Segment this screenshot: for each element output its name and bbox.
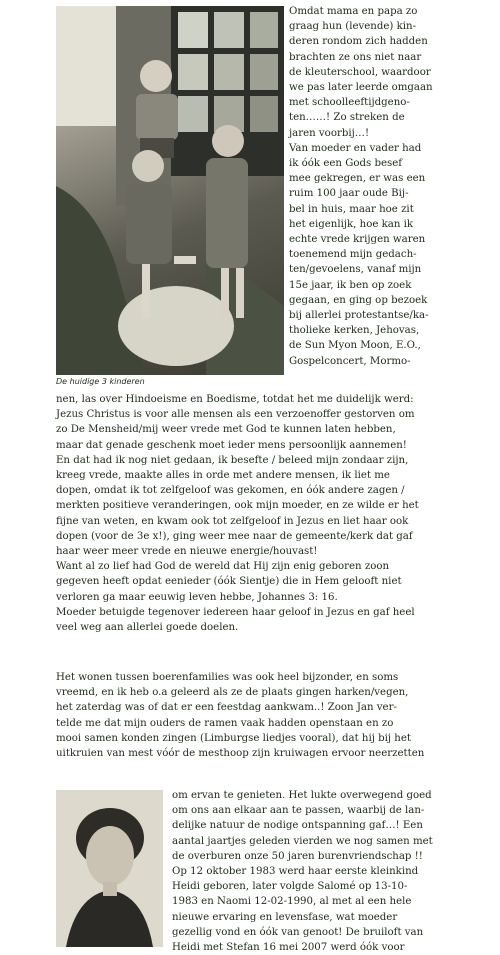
text-block-faith: nen, las over Hindoeisme en Boedisme, totdat het me duidelijk werd: Jezus Christus is voor alle mensen als een verzoenoffer gestorven om zo De Mensheid/mij weer vrede met God te kunnen laten hebben, maar dat genade geschenk moet ieder mens persoonlijk aannemen! En dat had ik nog niet gedaan, ik besefte / beleed mijn zondaar zijn, kreeg vrede, maakte alles in orde met andere mensen, ik liet me dopen, omdat ik tot zelfgeloof was gekomen, en óók andere zagen / merkten positieve veranderingen, ook mijn moeder, en ze wilde er het fijne van weten, en kwam ook tot zelfgeloof in Jezus en liet haar ook dopen (voor de 3e x!), ging weer mee naar de gemeente/kerk dat gaf haar weer meer vrede en nieuwe energie/houvast! Want al zo lief had God de wereld dat Hij zijn enig geboren zoon gegeven heeft opdat eenieder (óók Sientje) die in Hem gelooft niet verloren ga maar eeuwig leven hebbe, Johannes 3: 16. Moeder betuigde tegenover iedereen haar geloof in Jezus en gaf heel veel weg aan allerlei goede doelen.: [56, 394, 419, 634]
text-block-farming: Het wonen tussen boerenfamilies was ook heel bijzonder, en soms vreemd, en ik heb o.a geleerd als ze de plaats gingen harken/vegen, het zaterdag was of dat er een feestdag aankwam..! Zoon Jan ver- telde me dat mijn ouders de ramen vaak hadden openstaan en zo mooi samen konden zingen (Limburgse liedjes vooral), dat hij bij het uitkruien van mest vóór de mesthoop zijn kruiwagen ervoor neerzetten: [56, 672, 425, 760]
text-column-right-bottom: om ervan te genieten. Het lukte overwegend goed om ons aan elkaar aan te passen, waarbij de lan- delijke natuur de nodige ontspanning gaf…! Een aantal jaartjes geleden vierden we nog samen met de overburen onze 50 jaren burenvriendschap !! Op 12 oktober 1983 werd haar eerste kleinkind Heidi geboren, later volgde Salomé op 13-10- 1983 en Naomi 12-02-1990, al met al een hele nieuwe ervaring en levensfase, wat moeder gezellig vond en óók van genoot! De bruiloft van Heidi met Stefan 16 mei 2007 werd óók voor: [172, 790, 433, 954]
mother-portrait-photo: [56, 790, 163, 947]
photo-caption: De huidige 3 kinderen: [56, 377, 145, 386]
mother-portrait-image: [56, 790, 163, 947]
children-photo: [56, 6, 284, 375]
children-photo-image: [56, 6, 284, 375]
text-column-right-top: Omdat mama en papa zo graag hun (levende) kin- deren rondom zich hadden brachten ze ons niet naar de kleuterschool, waardoor we pas later leerde omgaan met schoolleeftijdgeno- ten……! Zo streken de jaren voorbij…! Van moeder en vader had ik óók een Gods besef mee gekregen, er was een ruim 100 jaar oude Bij- bel in huis, maar hoe zit het eigenlijk, hoe kan ik echte vrede krijgen waren toenemend mijn gedach- ten/gevoelens, vanaf mijn 15e jaar, ik ben op zoek gegaan, en ging op bezoek bij allerlei protestantse/ka- tholieke kerken, Jehovas, de Sun Myon Moon, E.O., Gospelconcert, Mormo-: [289, 6, 433, 367]
